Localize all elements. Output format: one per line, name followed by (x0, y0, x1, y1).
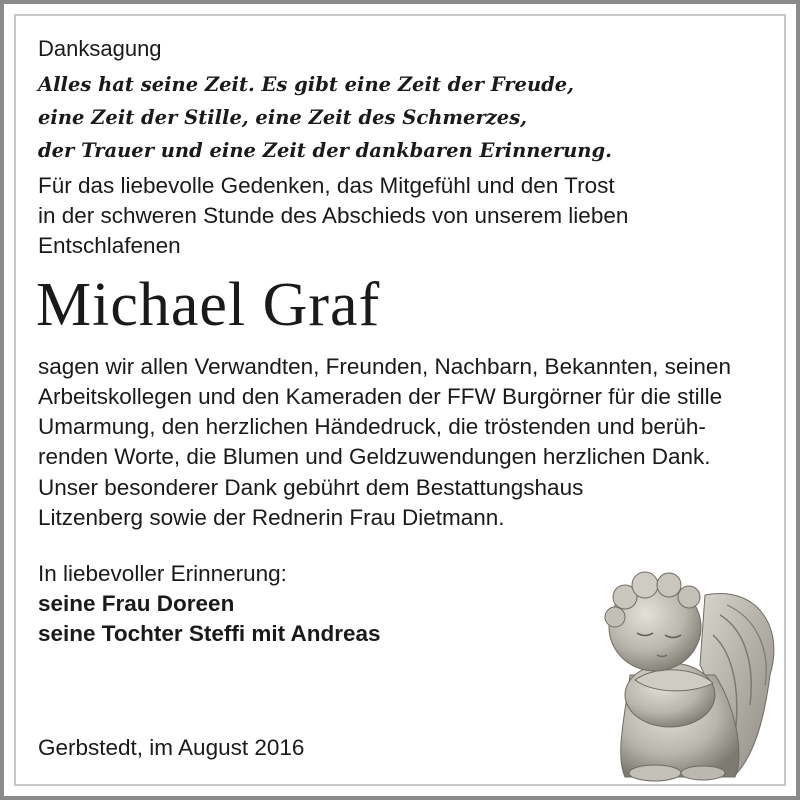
thanks-line: Arbeitskollegen und den Kameraden der FFW Burgörner für die stille (38, 383, 723, 409)
thanks-line: sagen wir allen Verwandten, Freunden, Nachbarn, Bekannten, seinen (38, 353, 731, 379)
motto-line: Alles hat seine Zeit. Es gibt eine Zeit der Freude, (38, 73, 574, 97)
motto-line: eine Zeit der Stille, eine Zeit des Schmerzes, (38, 106, 527, 130)
regards-intro: In liebevoller Erinnerung: (38, 561, 287, 587)
motto-line: der Trauer und eine Zeit der dankbaren Erinnerung. (38, 139, 612, 163)
signatory: seine Tochter Steffi mit Andreas (38, 621, 381, 647)
thanks-line: Umarmung, den herzlichen Händedruck, die tröstenden und berüh- (38, 414, 706, 440)
place-date: Gerbstedt, im August 2016 (38, 735, 305, 760)
intro-line: Entschlafenen (38, 233, 181, 259)
motto-quote (38, 68, 778, 167)
thanks-line: Unser besonderer Dank gebührt dem Bestattungshaus (38, 474, 584, 500)
deceased-name: Michael Graf (36, 271, 381, 340)
intro-line: in der schweren Stunde des Abschieds von unserem lieben (38, 203, 629, 229)
thanks-line: Litzenberg sowie der Rednerin Frau Dietmann. (38, 505, 505, 531)
notice-heading: Danksagung (38, 36, 162, 61)
angel-figurine-icon (585, 555, 785, 785)
intro-line: Für das liebevolle Gedenken, das Mitgefühl und den Trost (38, 173, 615, 199)
signatory: seine Frau Doreen (38, 591, 235, 617)
intro-text (38, 171, 778, 261)
thanks-line: renden Worte, die Blumen und Geldzuwendungen herzlichen Dank. (38, 444, 711, 470)
thanks-text (38, 352, 778, 534)
